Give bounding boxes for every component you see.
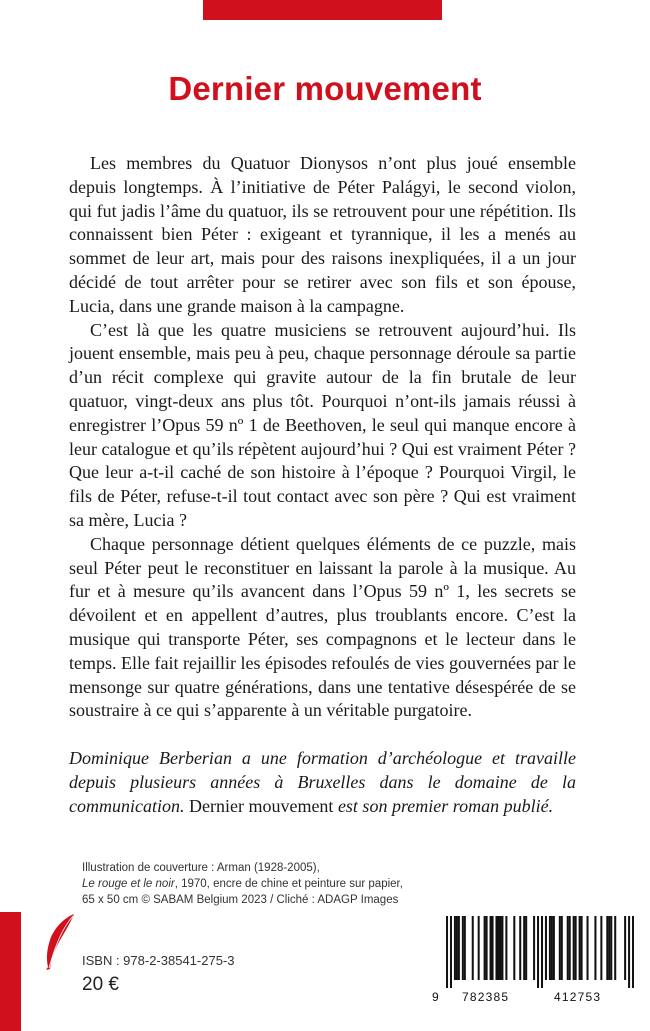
top-red-band (203, 0, 442, 20)
barcode-bar (464, 916, 466, 980)
barcode-bar (579, 916, 581, 980)
barcode-bar (541, 916, 543, 988)
barcode-bar (456, 916, 458, 980)
artwork-title: Le rouge et le noir (82, 878, 175, 890)
summary (69, 152, 576, 723)
barcode-bar (569, 916, 571, 980)
barcode-bar (600, 916, 602, 980)
barcode-bar (587, 916, 589, 980)
barcode-bar (501, 916, 503, 980)
barcode-bar (575, 916, 577, 980)
barcode-bar (492, 916, 494, 980)
credits-line-2 (82, 876, 482, 892)
barcode-bar (581, 916, 583, 980)
barcode-bar (499, 916, 501, 980)
barcode-bar (454, 916, 456, 980)
author-bio-main: Dominique Berberian a une formation d’archéologue et travaille depuis plusieurs années à Bruxelles dans le domaine de la communication. (69, 748, 576, 816)
barcode-bar (478, 916, 480, 980)
barcode-bar (523, 916, 525, 980)
price: 20 € (82, 974, 119, 995)
barcode-bar (553, 916, 555, 980)
barcode-bar (608, 916, 610, 980)
book-title: Dernier mouvement (168, 70, 482, 107)
summary-paragraph: Chaque personnage détient quelques éléments de ce puzzle, mais seul Péter peut le reconstituer en laissant la parole à la musique. Au fur et à mesure qu’ils avancent dans l’Opus 59 nº 1, les secrets se dévoilent et en appellent d’autres, plus troublants encore. C’est la musique qui transporte Péter, ses compagnons et le lecteur dans le temps. Elle fait rejaillir les épisodes refoulés de vies gouvernées par le mensonge sur quatre générations, dans une tentative désespérée de se soustraire à ce qui s’apparente à un véritable purgatoire. (69, 533, 576, 721)
barcode-bar (458, 916, 460, 980)
barcode-right-group: 412753 (554, 990, 602, 1004)
barcode-bar (559, 916, 561, 980)
barcode-first-digit: 9 (432, 990, 440, 1004)
isbn: ISBN : 978-2-38541-275-3 (82, 953, 235, 968)
barcode-bar (462, 916, 464, 980)
barcode (430, 912, 642, 1013)
credits-line-1: Illustration de couverture : Arman (1928-2005), (82, 862, 320, 874)
author-bio-end: est son premier roman publié. (337, 796, 554, 816)
barcode-bar (537, 916, 539, 988)
author-bio (69, 746, 576, 818)
summary-paragraph: Les membres du Quatuor Dionysos n’ont plus joué ensemble depuis longtemps. À l’initiative de Péter Palágyi, le second violon, qui fut jadis l’âme du quatuor, ils se retrouvent pour une répétition. Ils connaissent bien Péter : exigeant et tyrannique, il les a menés au sommet de leur art, mais pour des raisons inexpliquées, il a un jour décidé de tout arrêter pour se retirer avec son fils et son épouse, Lucia, dans une grande maison à la campagne. (69, 153, 576, 316)
red-side-bar (0, 912, 21, 1031)
author-book-title: Dernier mouvement (188, 796, 334, 816)
barcode-bar (628, 916, 630, 988)
barcode-bar (525, 916, 527, 980)
barcode-bars (446, 916, 634, 988)
credits-line-3: 65 x 50 cm © SABAM Belgium 2023 / Cliché : ADAGP Images (82, 894, 399, 906)
barcode-bar (632, 916, 634, 988)
barcode-bar (545, 916, 547, 980)
barcode-left-group: 782385 (462, 990, 510, 1004)
barcode-bar (490, 916, 492, 980)
cover-credits (82, 860, 482, 908)
summary-paragraph: C’est là que les quatre musiciens se retrouvent aujourd’hui. Ils jouent ensemble, mais peu à peu, chaque personnage déroule sa partie d’un récit complexe qui gravite autour de la fin brutale de leur quatuor, vingt-deux ans plus tôt. Pourquoi n’ont-ils jamais réussi à enregistrer l’Opus 59 nº 1 de Beethoven, le seul qui manque encore à leur catalogue et qu’ils répètent aujourd’hui ? Qui est vraiment Péter ? Que leur a-t-il caché de son histoire à l’époque ? Pourquoi Virgil, le fils de Péter, refuse-t-il tout contact avec son père ? Qui est vraiment sa mère, Lucia ? (69, 319, 576, 530)
barcode-bar (472, 916, 474, 980)
barcode-bar (561, 916, 563, 980)
barcode-bar (505, 916, 507, 980)
barcode-bar (495, 916, 497, 980)
barcode-bar (450, 916, 452, 988)
artwork-details: , 1970, encre de chine et peinture sur papier, (174, 878, 403, 890)
barcode-bar (446, 916, 448, 988)
barcode-bar (614, 916, 616, 980)
barcode-bar (513, 916, 515, 980)
author-bio-text (69, 746, 576, 818)
barcode-bar (484, 916, 486, 980)
barcode-bar (606, 916, 608, 980)
barcode-bar (573, 916, 575, 980)
barcode-bar (519, 916, 521, 980)
barcode-bar (624, 916, 626, 980)
quill-feather-icon (40, 912, 76, 972)
barcode-bar (567, 916, 569, 980)
barcode-bar (533, 916, 535, 980)
barcode-bar (549, 916, 551, 980)
barcode-bar (594, 916, 596, 980)
barcode-bar (497, 916, 499, 980)
barcode-bar (551, 916, 553, 980)
barcode-bar (610, 916, 612, 980)
barcode-bar (486, 916, 488, 980)
